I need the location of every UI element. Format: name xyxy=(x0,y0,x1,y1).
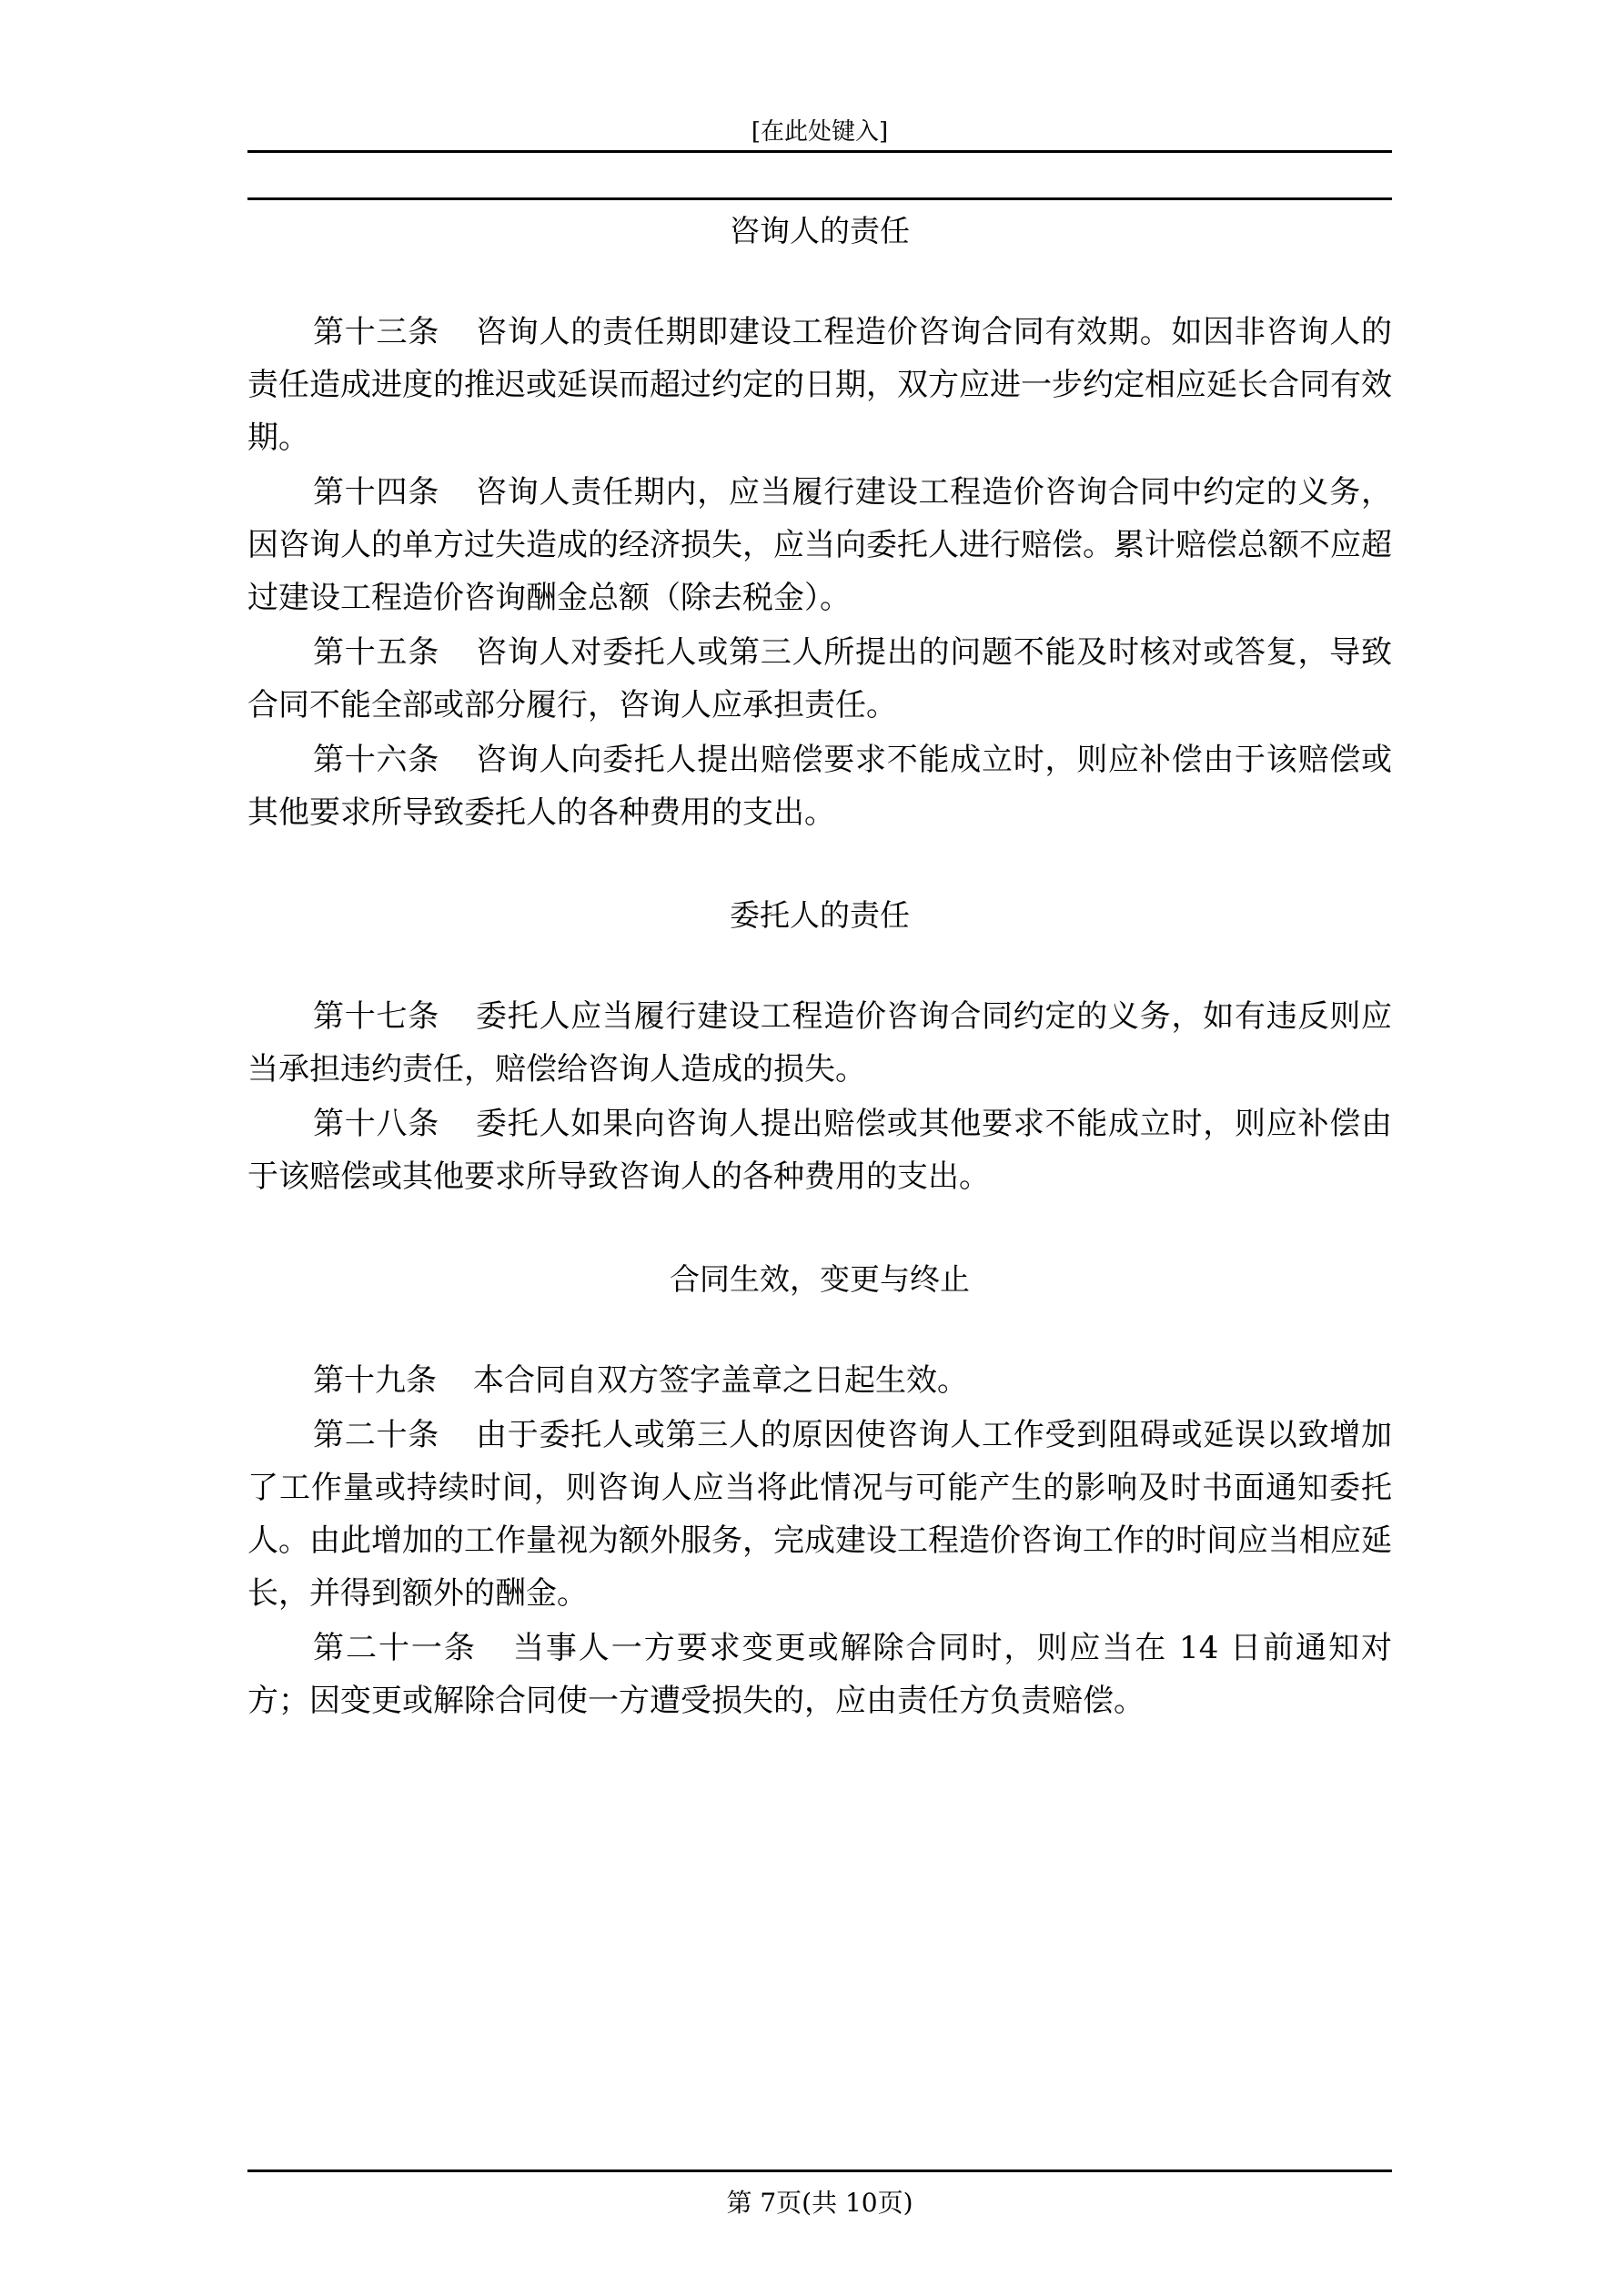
article-label: 第十五条 xyxy=(313,634,439,671)
article-label: 第二十条 xyxy=(313,1417,439,1453)
page-header: [在此处键入] xyxy=(751,118,889,146)
header-rule xyxy=(247,150,1392,153)
page-number: 第 7页(共 10页) xyxy=(726,2188,913,2218)
article-label: 第十八条 xyxy=(313,1106,439,1142)
section-title-client-liability: 委托人的责任 xyxy=(730,897,910,933)
header-rule-second xyxy=(247,197,1392,200)
article-15 xyxy=(247,626,1392,732)
article-text: 本合同自双方签字盖章之日起生效。 xyxy=(473,1362,968,1399)
article-label: 第十七条 xyxy=(313,998,439,1035)
article-14 xyxy=(247,466,1392,624)
article-13 xyxy=(247,306,1392,464)
article-text: 咨询人的责任期即建设工程造价咨询合同有效期。如因非咨询人的责任造成进度的推迟或延误而超过约定的日期，双方应进一步约定相应延长合同有效期。 xyxy=(247,314,1392,456)
document-body xyxy=(247,211,1392,1729)
article-text: 咨询人对委托人或第三人所提出的问题不能及时核对或答复，导致合同不能全部或部分履行，咨询人应承担责任。 xyxy=(247,634,1392,723)
article-label: 第二十一条 xyxy=(313,1630,477,1666)
section-title-contract-effect: 合同生效，变更与终止 xyxy=(670,1261,970,1297)
article-text: 当事人一方要求变更或解除合同时，则应当在 14 日前通知对方；因变更或解除合同使一方遭受损失的，应由责任方负责赔偿。 xyxy=(247,1630,1392,1719)
article-19 xyxy=(247,1354,1392,1407)
article-text: 由于委托人或第三人的原因使咨询人工作受到阻碍或延误以致增加了工作量或持续时间，则咨询人应当将此情况与可能产生的影响及时书面通知委托人。由此增加的工作量视为额外服务，完成建设工程造价咨询工作的时间应当相应延长，并得到额外的酬金。 xyxy=(247,1417,1392,1612)
section-title-consultant-liability: 咨询人的责任 xyxy=(730,213,910,248)
article-17 xyxy=(247,990,1392,1096)
footer-rule xyxy=(247,2170,1392,2172)
article-21 xyxy=(247,1622,1392,1727)
article-label: 第十四条 xyxy=(313,474,439,511)
article-16 xyxy=(247,733,1392,839)
article-20 xyxy=(247,1409,1392,1620)
article-text: 委托人应当履行建设工程造价咨询合同约定的义务，如有违反则应当承担违约责任，赔偿给咨询人造成的损失。 xyxy=(247,998,1392,1087)
article-label: 第十六条 xyxy=(313,742,439,778)
article-label: 第十三条 xyxy=(313,314,439,350)
article-text: 咨询人向委托人提出赔偿要求不能成立时，则应补偿由于该赔偿或其他要求所导致委托人的各种费用的支出。 xyxy=(247,742,1392,831)
article-label: 第十九条 xyxy=(313,1362,437,1399)
article-text: 咨询人责任期内，应当履行建设工程造价咨询合同中约定的义务，因咨询人的单方过失造成的经济损失，应当向委托人进行赔偿。累计赔偿总额不应超过建设工程造价咨询酬金总额（除去税金）。 xyxy=(247,474,1392,616)
article-text: 委托人如果向咨询人提出赔偿或其他要求不能成立时，则应补偿由于该赔偿或其他要求所导致咨询人的各种费用的支出。 xyxy=(247,1106,1392,1195)
article-18 xyxy=(247,1097,1392,1203)
